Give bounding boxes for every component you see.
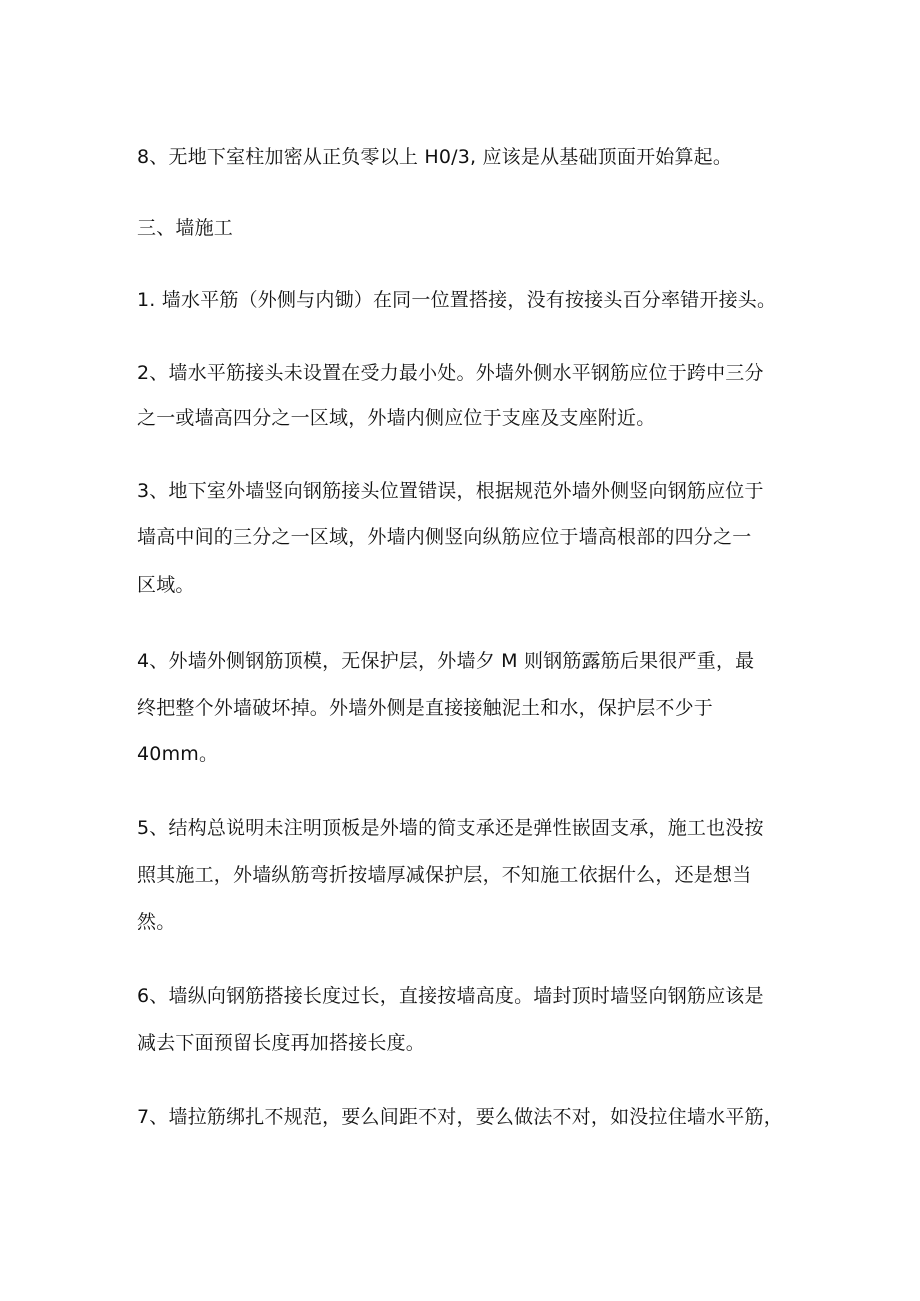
- item-3-line-1: 3、地下室外墙竖向钢筋接头位置错误，根据规范外墙外侧竖向钢筋应位于: [137, 480, 764, 502]
- item-1-wall-lap-splice: 1. 墙水平筋（外侧与内锄）在同一位置搭接，没有按接头百分率错开接头。: [137, 289, 777, 311]
- item-4-line-2: 终把整个外墙破坏掉。外墙外侧是直接接触泥土和水，保护层不少于: [137, 697, 714, 719]
- section-heading-wall-construction: 三、墙施工: [137, 217, 234, 239]
- item-5-line-1: 5、结构总说明未注明顶板是外墙的简支承还是弹性嵌固支承，施工也没按: [137, 817, 764, 839]
- item-2-line-2: 之一或墙高四分之一区域，外墙内侧应位于支座及支座附近。: [137, 407, 656, 429]
- item-4-line-3: 40mm。: [137, 743, 219, 765]
- item-6-line-2: 减去下面预留长度再加搭接长度。: [137, 1032, 426, 1054]
- item-3-line-2: 墙高中间的三分之一区域，外墙内侧竖向纵筋应位于墙高根部的四分之一: [137, 526, 752, 548]
- item-5-line-3: 然。: [137, 911, 176, 933]
- item-4-line-1: 4、外墙外侧钢筋顶模，无保护层，外墙夕 M 则钢筋露筋后果很严重，最: [137, 650, 755, 672]
- item-7-line-1: 7、墙拉筋绑扎不规范，要么间距不对，要么做法不对，如没拉住墙水平筋，: [137, 1106, 783, 1128]
- item-3-line-3: 区域。: [137, 574, 195, 596]
- item-8-column-densification: 8、无地下室柱加密从正负零以上 H0/3, 应该是从基础顶面开始算起。: [137, 146, 733, 168]
- item-6-line-1: 6、墙纵向钢筋搭接长度过长，直接按墙高度。墙封顶时墙竖向钢筋应该是: [137, 985, 764, 1007]
- item-2-line-1: 2、墙水平筋接头未设置在受力最小处。外墙外侧水平钢筋应位于跨中三分: [137, 362, 764, 384]
- item-5-line-2: 照其施工，外墙纵筋弯折按墙厚减保护层，不知施工依据什么，还是想当: [137, 864, 752, 886]
